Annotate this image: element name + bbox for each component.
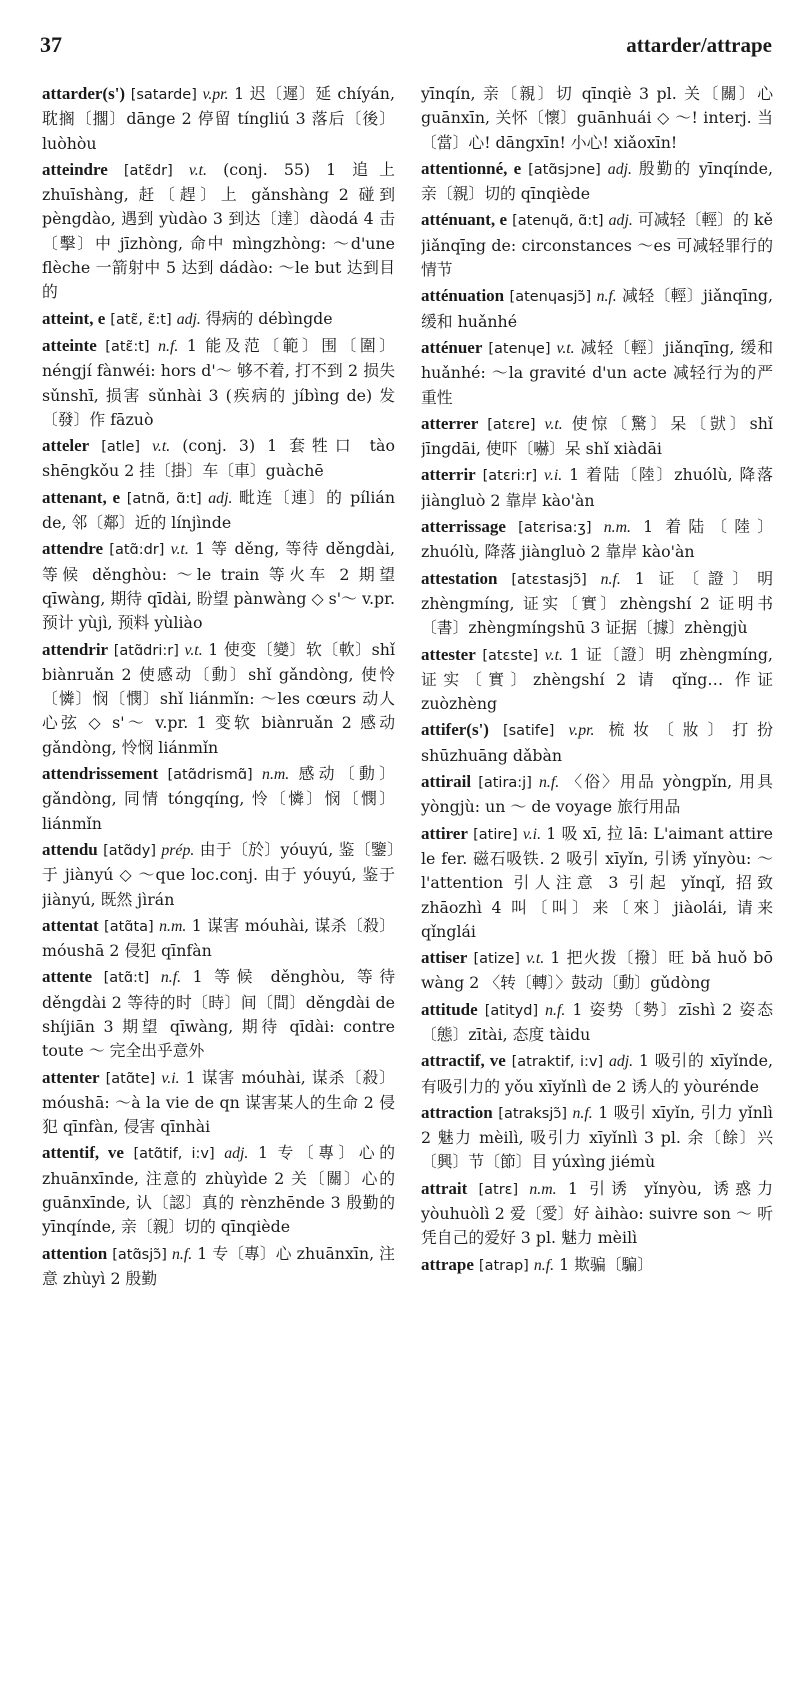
entry-pronunciation: [atenɥasjɔ̃] xyxy=(509,289,592,306)
entry-definition: 1 欺骗〔騙〕 xyxy=(559,1254,654,1274)
entry-grammar: n.m. xyxy=(159,917,187,935)
entry-grammar: n.m. xyxy=(603,519,631,537)
entry-definition: 由于〔於〕yóuyú, 鉴〔鑒〕于 jiànyú ◇ ～que loc.conj. 由于 yóuyú, 鉴于 jiànyú, 既然 jìrán xyxy=(42,839,395,909)
entry-pronunciation: [atɛre] xyxy=(487,416,536,433)
entry-definition: 减轻〔輕〕jiǎnqīng, 缓和 huǎnhé xyxy=(421,286,773,331)
entry-definition: 1 迟〔遲〕延 chíyán, 耽搁〔擱〕dānge 2 停留 tíngliú 3 落后〔後〕luòhòu xyxy=(42,84,395,153)
dictionary-entry xyxy=(42,838,395,912)
entry-headword: attractif, ve xyxy=(421,1051,506,1071)
entry-definition: (conj. 3) 1 套牲口 tào shēngkǒu 2 挂〔掛〕车〔車〕guàchē xyxy=(42,436,395,481)
entry-headword: attention xyxy=(42,1243,108,1263)
entry-pronunciation: [atɛste] xyxy=(482,647,539,664)
entry-pronunciation: [atenɥɑ̃, ɑ̃:t] xyxy=(512,213,604,230)
entry-headword: attenter xyxy=(42,1067,100,1087)
entry-pronunciation: [atɛrisa:ʒ] xyxy=(518,520,592,537)
entry-definition: 减轻〔輕〕jiǎnqīng, 缓和 huǎnhé: ～la gravité d'un acte 减轻行为的严重性 xyxy=(421,337,773,407)
entry-pronunciation: [atraksjɔ̃] xyxy=(498,1105,567,1122)
entry-grammar: v.t. xyxy=(152,438,171,456)
entry-headword: attitude xyxy=(421,999,478,1019)
entry-pronunciation: [atrap] xyxy=(478,1257,529,1274)
entry-headword: atterrissage xyxy=(421,517,506,537)
dictionary-entry xyxy=(421,208,773,282)
entry-grammar: n.f. xyxy=(539,774,560,792)
entry-headword: attentat xyxy=(42,915,99,935)
dictionary-entry xyxy=(42,965,395,1063)
entry-grammar: n.m. xyxy=(262,766,290,784)
entry-grammar: n.f. xyxy=(160,969,182,987)
dictionary-entry xyxy=(421,567,773,641)
entry-pronunciation: [atize] xyxy=(473,951,520,968)
entry-headword: atteler xyxy=(42,436,90,456)
entry-headword: atteindre xyxy=(42,159,108,179)
entry-definition: 1 使变〔變〕软〔軟〕shǐ biànruǎn 2 使感动〔動〕shǐ gǎndòng, 使怜〔憐〕悯〔憫〕shǐ liánmǐn: ～les cœurs 动人心弦 ◇ s'～ v.pr. 1 变软 biànruǎn 2 感动 gǎndòng, 怜悯 liánmǐn xyxy=(42,639,395,757)
entry-pronunciation: [atira:j] xyxy=(478,775,532,792)
dictionary-entry xyxy=(421,284,773,334)
entry-grammar: v.pr. xyxy=(568,722,595,740)
dictionary-entry xyxy=(42,486,395,536)
entry-headword: attarder(s') xyxy=(42,84,126,103)
dictionary-entry xyxy=(421,822,773,944)
entry-pronunciation: [atire] xyxy=(473,826,518,843)
entry-grammar: adj. xyxy=(608,212,633,230)
entry-grammar: v.t. xyxy=(526,950,545,968)
dictionary-entry xyxy=(42,82,395,156)
entry-headword: attiser xyxy=(421,948,468,968)
entry-headword: attirail xyxy=(421,772,472,792)
dictionary-entry xyxy=(42,158,395,305)
entry-pronunciation: [atnɑ̃, ɑ̃:t] xyxy=(126,490,202,507)
entry-headword: attentif, ve xyxy=(42,1143,124,1163)
entry-grammar: v.t. xyxy=(188,161,208,179)
entry-grammar: prép. xyxy=(161,841,195,859)
entry-definition: 1 吸引 xīyǐn, 引力 yǐnlì 2 魅力 mèilì, 吸引力 xīyǐnlì 3 pl. 余〔餘〕兴〔興〕节〔節〕目 yúxìng jiémù xyxy=(421,1102,773,1172)
entry-headword: atteinte xyxy=(42,335,97,355)
entry-definition: 梳妆〔妝〕打扮 shūzhuāng dǎbàn xyxy=(421,720,773,765)
dictionary-entry xyxy=(421,998,773,1048)
dictionary-entry xyxy=(42,537,395,635)
entry-headword: atténuation xyxy=(421,286,505,306)
entry-pronunciation: [atɑ̃sjɔ̃] xyxy=(112,1246,167,1263)
entry-grammar: v.i. xyxy=(161,1069,180,1087)
dictionary-entry xyxy=(421,718,773,768)
entry-definition: 1 把火拨〔撥〕旺 bǎ huǒ bō wàng 2 〈转〔轉〕〉鼓动〔動〕gǔdòng xyxy=(421,948,773,993)
entry-headword: atténuant, e xyxy=(421,210,508,230)
entry-definition: 1 能及范〔範〕围〔圍〕néngjí fànwéi: hors d'～ 够不着, 打不到 2 损失 sǔnshī, 损害 sǔnhài 3 (疾病的 jíbìng de) 发〔發〕作 fāzuò xyxy=(42,335,395,429)
entry-pronunciation: [atɛ̃, ɛ̃:t] xyxy=(110,311,172,328)
entry-headword: attrait xyxy=(421,1178,468,1198)
entry-grammar: v.t. xyxy=(184,641,203,659)
dictionary-entry xyxy=(42,307,395,332)
entry-grammar: adj. xyxy=(608,1053,634,1071)
entry-definition: 1 等候 děnghòu, 等待 děngdài 2 等待的时〔時〕间〔間〕děngdài de shíjiān 3 期望 qīwàng, 期待 qīdài: contre toute ～ 完全出乎意外 xyxy=(42,967,395,1061)
entry-definition: 感动〔動〕gǎndòng, 同情 tóngqíng, 怜〔憐〕悯〔憫〕liánmǐn xyxy=(42,764,395,833)
entry-pronunciation: [atrɛ] xyxy=(478,1181,519,1198)
dictionary-entry xyxy=(42,434,395,484)
entry-grammar: n.f. xyxy=(158,337,179,355)
entry-grammar: adj. xyxy=(607,160,632,178)
page-header xyxy=(40,32,772,66)
entry-definition: 1 谋害 móuhài, 谋杀〔殺〕móushā: ～à la vie de qn 谋害某人的生命 2 侵犯 qīnfàn, 侵害 qīnhài xyxy=(42,1067,395,1137)
entry-grammar: v.i. xyxy=(522,825,542,843)
right-column xyxy=(421,82,773,1698)
entry-grammar: n.f. xyxy=(171,1245,193,1263)
entry-headword: atténuer xyxy=(421,337,483,357)
entry-pronunciation: [atɛri:r] xyxy=(482,468,538,485)
entry-grammar: v.pr. xyxy=(202,86,229,103)
entry-grammar: v.t. xyxy=(544,646,563,664)
entry-pronunciation: [atraktif, i:v] xyxy=(511,1054,604,1071)
entry-pronunciation: [atɑ̃ta] xyxy=(104,918,154,935)
entry-headword: attenant, e xyxy=(42,487,121,507)
entry-definition: 可减轻〔輕〕的 kě jiǎnqīng de: circonstances ～es 可减轻罪行的情节 xyxy=(421,210,773,280)
dictionary-entry xyxy=(421,1049,773,1099)
entry-pronunciation: [atle] xyxy=(101,439,141,456)
entry-definition: 1 着陆〔陸〕zhuólù, 降落 jiàngluò 2 靠岸 kào'àn xyxy=(421,465,773,510)
entry-headword: attendre xyxy=(42,539,104,559)
entry-headword: attraction xyxy=(421,1102,493,1122)
entry-definition: 得病的 débìngde xyxy=(205,308,333,328)
entry-headword: attendu xyxy=(42,839,98,859)
entry-definition: 1 证〔證〕明 zhèngmíng, 证实〔實〕zhèngshí 2 证明书〔書〕zhèngmíngshū 3 证据〔據〕zhèngjù xyxy=(421,568,773,638)
entry-headword: attentionné, e xyxy=(421,158,522,178)
entry-definition: (conj. 55) 1 追上 zhuīshàng, 赶〔趕〕上 gǎnshàng 2 碰到 pèngdào, 遇到 yùdào 3 到达〔達〕dàodá 4 击〔擊〕中 jīzhòng, 命中 mìngzhòng: ～d'une flèche 一箭射中 5 达到 dádào: ～le but 达到目的 xyxy=(42,159,395,302)
entry-headword: atteint, e xyxy=(42,308,106,328)
dictionary-entry xyxy=(421,1177,773,1251)
dictionary-entry xyxy=(421,336,773,410)
entry-definition: 1 证〔證〕明 zhèngmíng, 证实〔實〕zhèngshí 2 请 qǐng… 作证 zuòzhèng xyxy=(421,644,773,714)
entry-headword: attendrissement xyxy=(42,764,159,784)
entry-headword: atterrir xyxy=(421,465,476,485)
dictionary-entry xyxy=(421,1101,773,1175)
entry-pronunciation: [atɑ̃:t] xyxy=(103,970,150,987)
entry-pronunciation: [satife] xyxy=(502,723,555,740)
dictionary-entry xyxy=(421,946,773,996)
entry-grammar: n.f. xyxy=(572,1104,593,1122)
dictionary-entry xyxy=(42,638,395,760)
entry-grammar: adj. xyxy=(224,1145,249,1163)
entry-pronunciation: [atɑ̃tif, i:v] xyxy=(133,1146,215,1163)
entry-headword: attestation xyxy=(421,568,498,588)
entry-definition: 1 专〔專〕心的 zhuānxīnde, 注意的 zhùyìde 2 关〔關〕心的 guānxīnde, 认〔認〕真的 rènzhēnde 3 殷勤的 yīnqínde, 亲〔親〕切的 qīnqiède xyxy=(42,1143,395,1237)
entry-pronunciation: [atɑ̃sjɔne] xyxy=(528,161,601,178)
left-column xyxy=(42,82,395,1698)
dictionary-entry xyxy=(421,643,773,717)
entry-headword: attifer(s') xyxy=(421,720,489,740)
dictionary-entry xyxy=(421,412,773,462)
entry-grammar: v.t. xyxy=(556,339,575,357)
running-head: attarder/attrape xyxy=(626,33,772,57)
dictionary-entry xyxy=(421,157,773,207)
entry-pronunciation: [atityd] xyxy=(484,1002,539,1019)
dictionary-entry xyxy=(42,762,395,836)
entry-definition: 1 专〔專〕心 zhuānxīn, 注意 zhùyì 2 殷勤 xyxy=(42,1243,395,1288)
entry-grammar: n.f. xyxy=(596,288,617,306)
entry-headword: attrape xyxy=(421,1254,474,1274)
entry-pronunciation: [atɛ̃dr] xyxy=(123,162,173,179)
entry-definition: 1 引诱 yǐnyòu, 诱惑力 yòuhuòlì 2 爱〔愛〕好 àihào: suivre son ～ 听凭自己的爱好 3 pl. 魅力 mèilì xyxy=(421,1178,773,1248)
entry-definition: 使惊〔驚〕呆〔獃〕shǐ jīngdāi, 使吓〔嚇〕呆 shǐ xiàdāi xyxy=(421,413,773,459)
entry-definition: 1 等 děng, 等待 děngdài, 等候 děnghòu: ～le train 等火车 2 期望 qīwàng, 期待 qīdài, 盼望 pànwàng ◇ s'～ v.pr. 预计 yùjì, 预料 yùliào xyxy=(42,539,395,633)
entry-continuation: yīnqín, 亲〔親〕切 qīnqiè 3 pl. 关〔關〕心 guānxīn, 关怀〔懷〕guānhuái ◇ ～! interj. 当〔當〕心! dāngxīn! 小心! xiǎoxīn! xyxy=(421,84,773,152)
entry-pronunciation: [atɑ̃te] xyxy=(105,1070,156,1087)
entry-headword: attester xyxy=(421,644,476,664)
entry-definition: 1 谋害 móuhài, 谋杀〔殺〕móushā 2 侵犯 qīnfàn xyxy=(42,915,395,961)
entry-definition: 1 吸引的 xīyǐnde, 有吸引力的 yǒu xīyǐnlì de 2 诱人的 yòurénde xyxy=(421,1051,773,1096)
dictionary-entry xyxy=(421,463,773,513)
entry-grammar: n.f. xyxy=(533,1256,555,1274)
entry-headword: attente xyxy=(42,967,93,987)
dictionary-entry xyxy=(42,1066,395,1140)
entry-pronunciation: [atɑ̃:dr] xyxy=(109,542,165,559)
dictionary-entry xyxy=(421,82,773,155)
entry-grammar: adj. xyxy=(176,310,201,328)
entry-grammar: n.f. xyxy=(600,570,621,588)
entry-grammar: n.m. xyxy=(529,1180,557,1198)
entry-headword: attirer xyxy=(421,823,468,843)
entry-pronunciation: [atɛstasjɔ̃] xyxy=(511,571,587,588)
entry-pronunciation: [satarde] xyxy=(130,87,197,103)
entry-grammar: v.i. xyxy=(544,467,563,485)
entry-grammar: adj. xyxy=(208,489,233,507)
dictionary-entry xyxy=(42,1141,395,1239)
entry-grammar: n.f. xyxy=(545,1001,566,1019)
dictionary-entry xyxy=(421,1253,773,1278)
dictionary-entry xyxy=(42,914,395,964)
entry-definition: 〈俗〉用品 yòngpǐn, 用具 yòngjù: un ～ de voyage 旅行用品 xyxy=(421,772,773,817)
entry-pronunciation: [atɑ̃dy] xyxy=(103,842,156,859)
entry-grammar: v.t. xyxy=(544,415,563,433)
entry-definition: 殷勤的 yīnqínde, 亲〔親〕切的 qīnqiède xyxy=(421,158,773,204)
entry-pronunciation: [atenɥe] xyxy=(488,340,551,357)
dictionary-entry xyxy=(42,1242,395,1292)
entry-definition: 1 姿势〔勢〕zīshì 2 姿态〔態〕zītài, 态度 tàidu xyxy=(421,999,773,1044)
dictionary-entry xyxy=(42,334,395,432)
entry-definition: 1 着陆〔陸〕zhuólù, 降落 jiàngluò 2 靠岸 kào'àn xyxy=(421,517,773,562)
page-number: 37 xyxy=(40,32,62,57)
entry-pronunciation: [atɛ̃:t] xyxy=(105,338,150,355)
dictionary-entry xyxy=(421,770,773,820)
entry-definition: 1 吸 xī, 拉 lā: L'aimant attire le fer. 磁石吸铁. 2 吸引 xīyǐn, 引诱 yǐnyòu: ～ l'attention 引人注意 3 引起 yǐnqǐ, 招致 zhāozhì 4 叫〔叫〕来〔來〕jiàolái, 请来 qǐnglái xyxy=(421,823,773,941)
entry-pronunciation: [atɑ̃dri:r] xyxy=(113,642,179,659)
entry-definition: 毗连〔連〕的 pílián de, 邻〔鄰〕近的 línjìnde xyxy=(42,487,395,533)
dictionary-entry xyxy=(421,515,773,565)
entry-pronunciation: [atɑ̃drismɑ̃] xyxy=(167,767,253,784)
entry-headword: atterrer xyxy=(421,413,479,433)
entry-headword: attendrir xyxy=(42,639,109,659)
entry-grammar: v.t. xyxy=(170,541,189,559)
